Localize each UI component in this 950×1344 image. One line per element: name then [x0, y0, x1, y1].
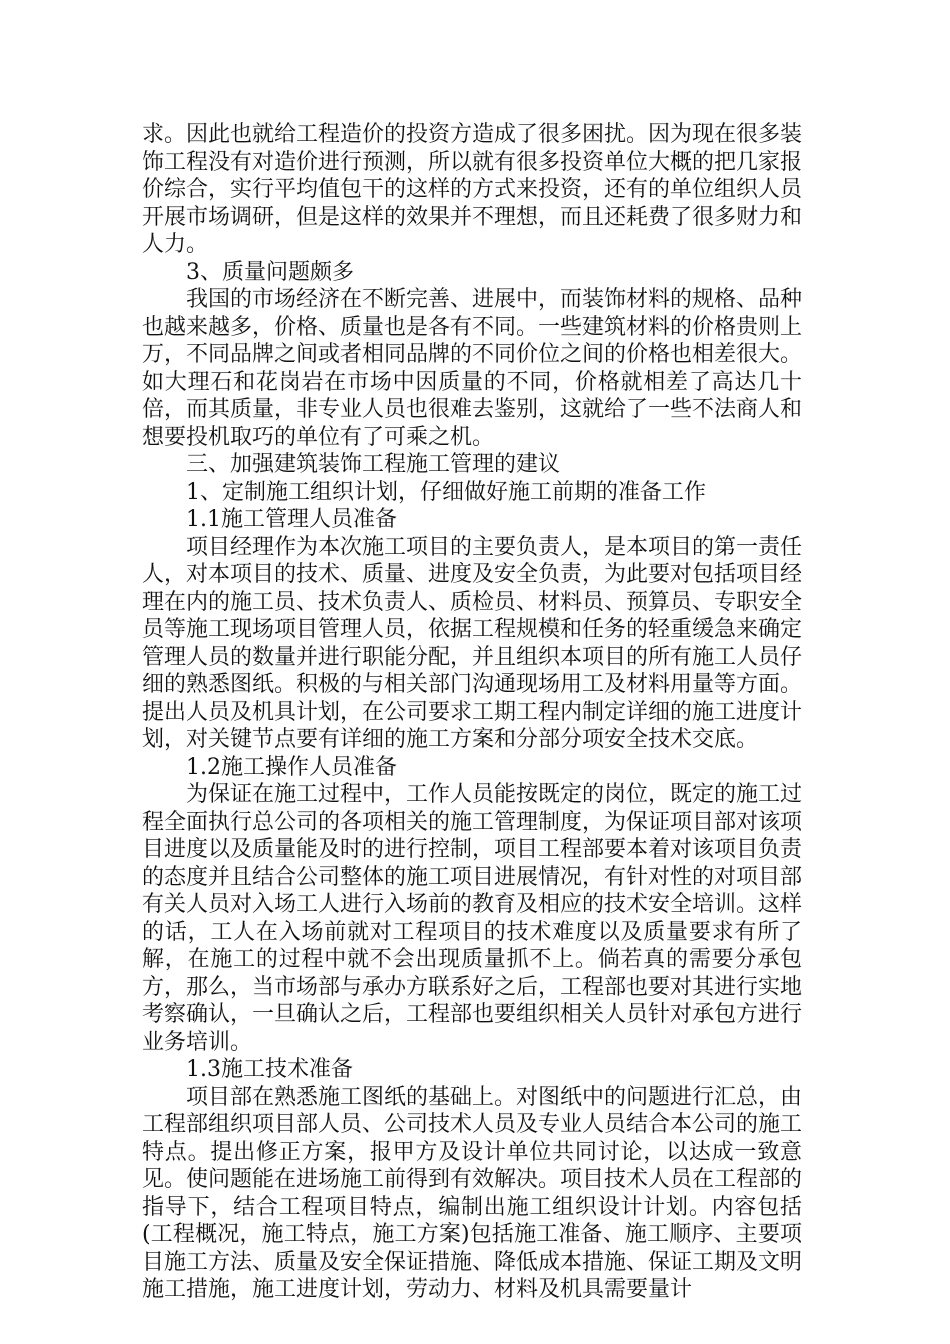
heading-technical-preparation: 1.3施工技术准备 — [186, 1057, 353, 1082]
paragraph-project-manager: 项目经理作为本次施工项目的主要负责人，是本项目的第一责任人，对本项目的技术、质量、进度及安全负责，为此要对包括项目经理在内的施工员、技术负责人、质检员、材料员、预算员、专职安全员等施工现场项目管理人员，依据工程规模和任务的轻重缓急来确定管理人员的数量并进行职能分配，并且组织本项目的所有施工人员仔细的熟悉图纸。积极的与相关部门沟通现场用工及材料用量等方面。提出人员及机具计划，在公司要求工期工程内制定详细的施工进度计划，对关键节点要有详细的施工方案和分部分项安全技术交底。 — [142, 534, 803, 752]
paragraph-drawing-review: 项目部在熟悉施工图纸的基础上。对图纸中的问题进行汇总，由工程部组织项目部人员、公司技术人员及专业人员结合本公司的施工特点。提出修正方案，报甲方及设计单位共同讨论，以达成一致意见。使问题能在进场施工前得到有效解决。项目技术人员在工程部的指导下，结合工程项目特点，编制出施工组织设计计划。内容包括(工程概况，施工特点，施工方案)包括施工准备、施工顺序、主要项目施工方法、质量及安全保证措施、降低成本措施、保证工期及文明施工措施，施工进度计划，劳动力、材料及机具需要量计 — [142, 1084, 803, 1302]
paragraph-material-market: 我国的市场经济在不断完善、进展中，而装饰材料的规格、品种也越来越多，价格、质量也是各有不同。一些建筑材料的价格贵则上万，不同品牌之间或者相同品牌的不同价位之间的价格也相差很大。如大理石和花岗岩在市场中因质量的不同，价格就相差了高达几十倍，而其质量，非专业人员也很难去鉴别，这就给了一些不法商人和想要投机取巧的单位有了可乘之机。 — [142, 287, 803, 450]
heading-management-staff: 1.1施工管理人员准备 — [186, 507, 397, 532]
heading-construction-plan: 1、定制施工组织计划，仔细做好施工前期的准备工作 — [186, 479, 706, 505]
document-page — [142, 121, 802, 1304]
paragraph-worker-training: 为保证在施工过程中，工作人员能按既定的岗位，既定的施工过程全面执行总公司的各项相关的施工管理制度，为保证项目部对该项目进度以及质量能及时的进行控制，项目工程部要本着对该项目负责的态度并且结合公司整体的施工项目进展情况，有针对性的对项目部有关人员对入场工人进行入场前的教育及相应的技术安全培训。这样的话，工人在入场前就对工程项目的技术难度以及质量要求有所了解，在施工的过程中就不会出现质量抓不上。倘若真的需要分承包方，那么，当市场部与承办方联系好之后，工程部也要对其进行实地考察确认，一旦确认之后，工程部也要组织相关人员针对承包方进行业务培训。 — [142, 782, 803, 1055]
paragraph-cost-difficulty: 求。因此也就给工程造价的投资方造成了很多困扰。因为现在很多装饰工程没有对造价进行预测，所以就有很多投资单位大概的把几家报价综合，实行平均值包干的这样的方式来投资，还有的单位组织人员开展市场调研，但是这样的效果并不理想，而且还耗费了很多财力和人力。 — [142, 122, 803, 257]
heading-quality-issues: 3、质量问题颇多 — [186, 259, 354, 285]
heading-operating-staff: 1.2施工操作人员准备 — [186, 754, 397, 780]
heading-section-three: 三、加强建筑装饰工程施工管理的建议 — [186, 452, 561, 477]
